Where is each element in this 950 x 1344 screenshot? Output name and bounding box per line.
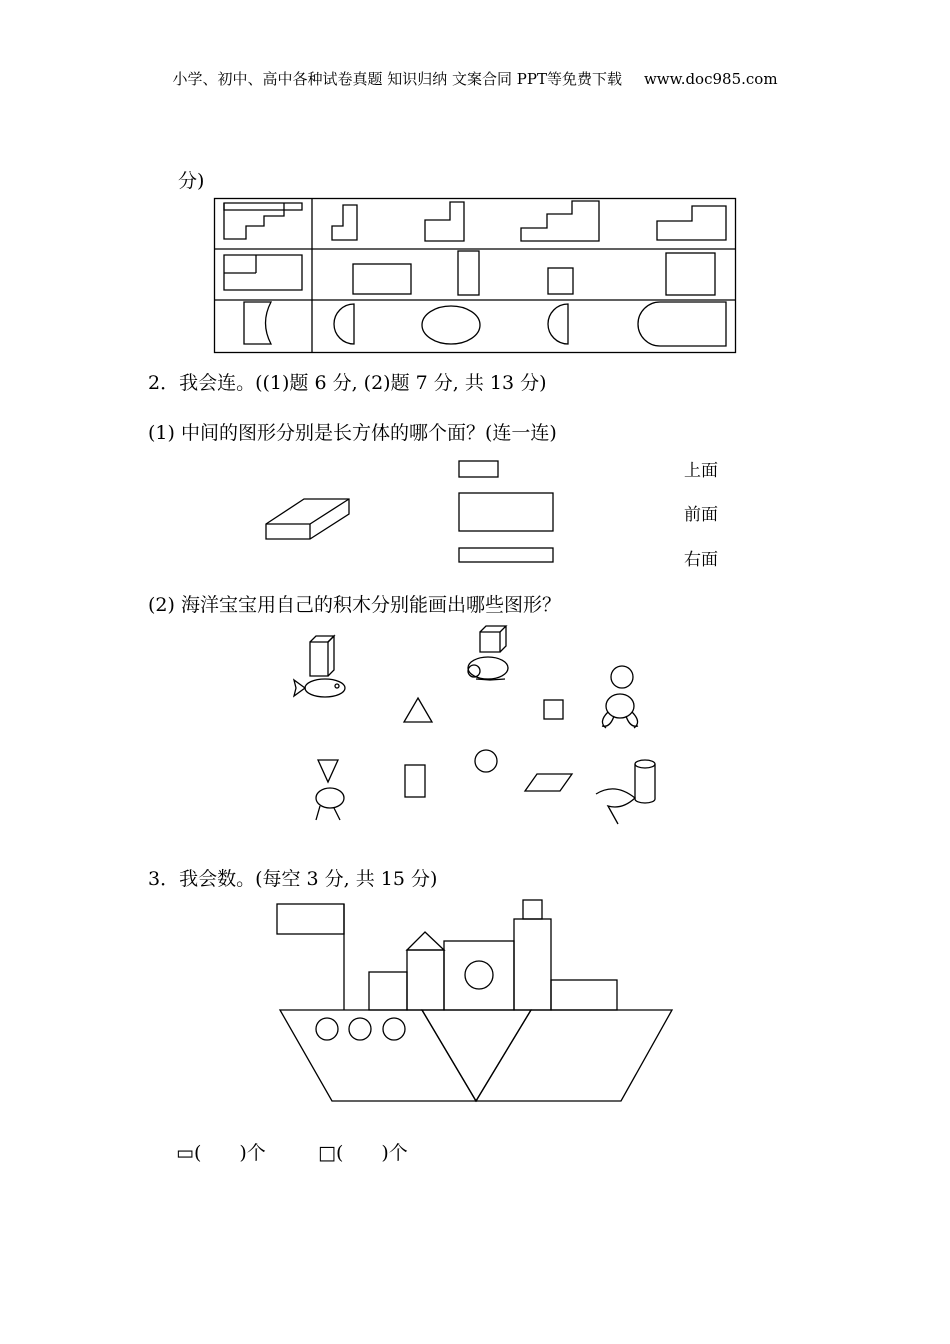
half-disc-left xyxy=(334,304,354,344)
face-front-rect xyxy=(459,493,553,531)
header-url: www.doc985.com xyxy=(643,70,778,88)
count-answer-rect[interactable]: ▭( )个 xyxy=(176,1142,266,1164)
tall-rect-shape xyxy=(405,765,425,797)
face-right-rect xyxy=(459,548,553,562)
fish-with-cuboid-icon xyxy=(294,636,345,697)
porthole xyxy=(383,1018,405,1040)
face-rects xyxy=(458,458,558,566)
arch-shape xyxy=(638,302,726,346)
hull-right xyxy=(422,1010,531,1101)
octopus-with-sphere-icon xyxy=(602,666,638,728)
stair-shape-d xyxy=(657,206,726,240)
ship-figure xyxy=(276,898,676,1104)
face-top-rect xyxy=(459,461,498,477)
parallelogram-shape xyxy=(525,774,572,791)
square-small xyxy=(548,268,573,294)
header-text: 小学、初中、高中各种试卷真题 知识归纳 文案合同 PPT等免费下载 xyxy=(172,70,622,88)
window-circle xyxy=(465,961,493,989)
q2-title: 2．我会连。((1)题 6 分, (2)题 7 分, 共 13 分) xyxy=(148,372,547,394)
half-disc-right xyxy=(548,304,568,344)
ellipse-shape xyxy=(422,306,480,344)
count-answer-square[interactable]: □( )个 xyxy=(318,1142,408,1164)
ocean-blocks-figure xyxy=(290,624,670,834)
hull-far-right xyxy=(476,1010,672,1101)
tower-triangle xyxy=(407,932,444,950)
cuboid-figure xyxy=(264,497,354,542)
face-label-right: 右面 xyxy=(684,550,718,570)
flag-rect xyxy=(277,904,344,934)
q2-part1: (1) 中间的图形分别是长方体的哪个面？(连一连) xyxy=(148,422,557,444)
q3-title: 3．我会数。(每空 3 分, 共 15 分) xyxy=(148,868,438,890)
dolphin-with-cylinder-icon xyxy=(596,760,655,824)
turtle-with-cube-icon xyxy=(468,626,508,680)
half-cylinder-shape xyxy=(244,302,271,344)
q1-score-tail: 分) xyxy=(178,170,205,192)
q2-part2: (2) 海洋宝宝用自己的积木分别能画出哪些图形？ xyxy=(148,594,561,616)
porthole xyxy=(349,1018,371,1040)
big-square xyxy=(444,941,514,1010)
porthole xyxy=(316,1018,338,1040)
rect-wide xyxy=(353,264,411,294)
hull-left xyxy=(280,1010,476,1101)
stair-shape-c xyxy=(521,201,599,241)
stair-shape-b xyxy=(425,202,464,241)
tower-rect xyxy=(407,950,444,1010)
stair-shape-a xyxy=(332,205,357,240)
right-box xyxy=(551,980,617,1010)
face-label-top: 上面 xyxy=(684,461,718,481)
chimney-tall xyxy=(514,919,551,1010)
rect-tall xyxy=(458,251,479,295)
rect-large xyxy=(666,253,715,295)
circle-shape xyxy=(475,750,497,772)
stair-shape-3d-top xyxy=(224,203,302,210)
small-square-shape xyxy=(544,700,563,719)
triangle-shape xyxy=(404,698,432,722)
face-label-front: 前面 xyxy=(684,505,718,525)
chimney-small xyxy=(523,900,542,919)
small-box xyxy=(369,972,407,1010)
stair-shape-solid xyxy=(224,203,284,239)
page-header xyxy=(0,68,950,89)
dolphin-with-cone-icon xyxy=(316,760,344,820)
shape-table xyxy=(214,198,736,353)
